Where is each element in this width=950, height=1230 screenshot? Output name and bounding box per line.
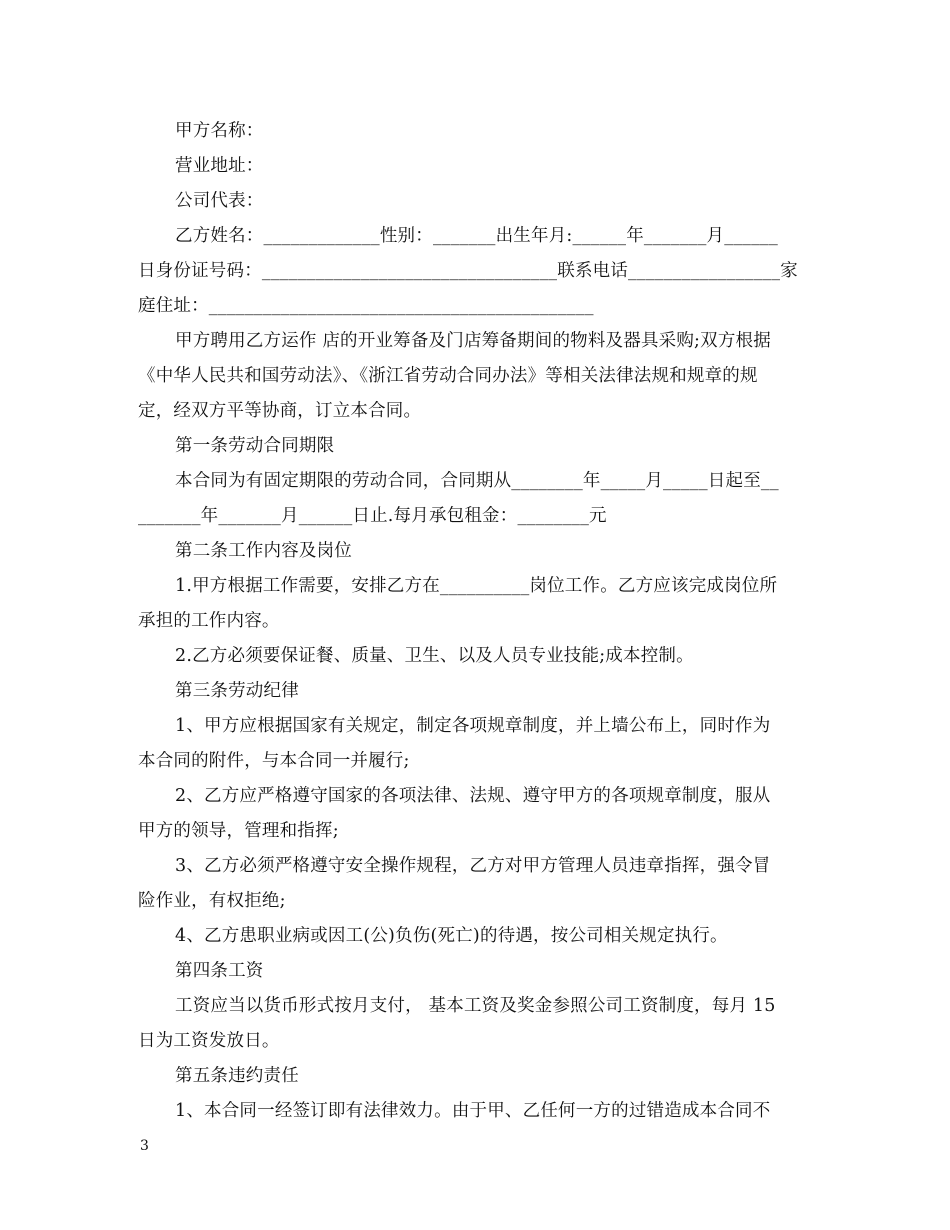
article-4-text-1: 工资应当以货币形式按月支付， 基本工资及奖金参照公司工资制度，每月 15 [175, 996, 776, 1016]
id-contact-line: 日身份证号码：_________________________________联系电话_________________家 [138, 261, 798, 281]
article-3-item-1-line-1: 1、甲方应根据国家有关规定，制定各项规章制度，并上墙公布上，同时作为 [175, 716, 771, 736]
party-b-info-line: 乙方姓名：_____________性别：_______出生年月:______年_______月______ [175, 226, 778, 246]
preamble-line-3: 定，经双方平等协商，订立本合同。 [138, 401, 422, 421]
preamble-line-2: 《中华人民共和国劳动法》、《浙江省劳动合同办法》等相关法律法规和规章的规 [138, 366, 758, 386]
contract-body [138, 114, 814, 1129]
article-3-heading: 第三条劳动纪律 [175, 681, 299, 701]
article-5-item-1: 1、本合同一经签订即有法律效力。由于甲、乙任何一方的过错造成本合同不 [175, 1101, 771, 1121]
article-2-item-1-line-1: 1.甲方根据工作需要，安排乙方在__________岗位工作。乙方应该完成岗位所 [175, 576, 778, 596]
article-4-heading: 第四条工资 [175, 961, 264, 981]
article-1-heading: 第一条劳动合同期限 [175, 436, 335, 456]
article-3-item-2-line-2: 甲方的领导，管理和指挥; [138, 821, 339, 841]
page-number: 3 [140, 1138, 149, 1154]
business-address-line: 营业地址： [175, 156, 264, 176]
party-a-name-line: 甲方名称： [175, 121, 264, 141]
home-address-line: 庭住址：___________________________________________ [138, 296, 594, 316]
article-2-heading: 第二条工作内容及岗位 [175, 541, 352, 561]
company-representative-line: 公司代表： [175, 191, 264, 211]
article-3-item-2-line-1: 2、乙方应严格遵守国家的各项法律、法规、遵守甲方的各项规章制度，服从 [175, 786, 771, 806]
article-3-item-1-line-2: 本合同的附件，与本合同一并履行; [138, 751, 410, 771]
article-3-item-3-line-2: 险作业，有权拒绝; [138, 891, 286, 911]
article-1-text-2: _______年_______月______日止.每月承包租金：________元 [138, 506, 607, 526]
article-2-item-2: 2.乙方必须要保证餐、质量、卫生、以及人员专业技能;成本控制。 [175, 646, 694, 666]
preamble-line-1: 甲方聘用乙方运作 店的开业筹备及门店筹备期间的物料及器具采购;双方根据 [175, 331, 771, 351]
article-1-text-1: 本合同为有固定期限的劳动合同，合同期从________年_____月_____日起至__ [175, 471, 779, 491]
article-3-item-4: 4、乙方患职业病或因工(公)负伤(死亡)的待遇，按公司相关规定执行。 [175, 926, 728, 946]
article-3-item-3-line-1: 3、乙方必须严格遵守安全操作规程，乙方对甲方管理人员违章指挥，强令冒 [175, 856, 771, 876]
article-2-item-1-line-2: 承担的工作内容。 [138, 611, 280, 631]
article-5-heading: 第五条违约责任 [175, 1066, 299, 1086]
article-4-text-2: 日为工资发放日。 [138, 1031, 280, 1051]
